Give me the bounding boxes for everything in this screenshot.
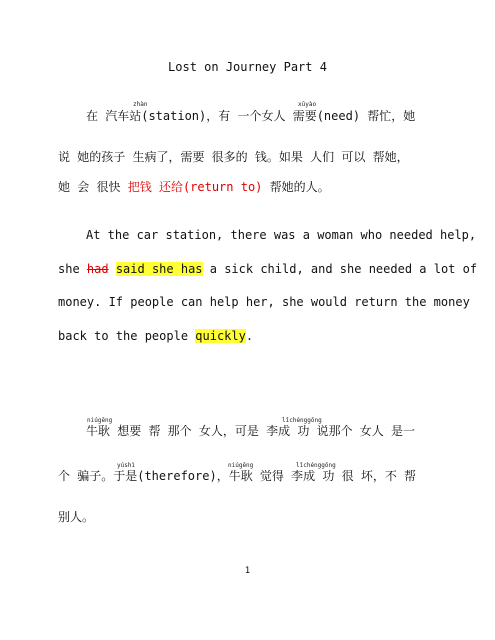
struck-word: had — [86, 262, 109, 276]
pinyin-zhan: zhàn — [133, 101, 148, 108]
chinese-para1-line3-gap — [152, 180, 159, 194]
chinese-para1-line3-b: 帮她的人。 — [262, 180, 330, 194]
chinese-para1-line3-a: 她 会 很快 — [58, 180, 128, 194]
english-para-line3: money. If people can help her, she would return the money — [58, 295, 470, 309]
highlighted-phrase: said she has — [115, 262, 203, 276]
english-line2-gap — [109, 262, 116, 276]
english-para-line4 — [58, 329, 253, 343]
pinyin-yushi: yúshì — [117, 462, 136, 469]
chinese-para1-line1-b: 需要(need) 帮忙，她 — [292, 109, 416, 123]
document-title: Lost on Journey Part 4 — [168, 60, 327, 74]
pinyin-niugeng-1: niúgēng — [87, 417, 113, 424]
pinyin-lichenggong-2: lǐchénggōng — [296, 462, 336, 469]
pinyin-niugeng-2: niúgēng — [228, 462, 254, 469]
chinese-para3-line3: 别人。 — [58, 510, 95, 524]
english-line4-a: back to the people — [58, 329, 196, 343]
chinese-para1-line2: 说 她的孩子 生病了，需要 很多的 钱。如果 人们 可以 帮她， — [58, 150, 409, 164]
red-text-bagian: 把钱 — [127, 180, 152, 194]
pinyin-lichenggong-1: lǐchénggōng — [282, 417, 322, 424]
pinyin-xuyao: xūyào — [298, 101, 317, 108]
chinese-para1-line1-a: 在 汽车站(station)，有 一个女人 — [86, 109, 293, 123]
red-text-return-to: 还给(return to) — [158, 180, 263, 194]
english-para-line1: At the car station, there was a woman who needed help, — [86, 228, 477, 242]
english-line2-a: she — [58, 262, 87, 276]
chinese-para1-line1 — [86, 109, 415, 123]
page-number: 1 — [244, 566, 251, 576]
chinese-para3-line2: 个 骗子。于是(therefore)，牛耿 觉得 李成 功 很 坏，不 帮 — [58, 469, 417, 483]
chinese-para3-line1: 牛耿 想要 帮 那个 女人，可是 李成 功 说那个 女人 是一 — [86, 424, 416, 438]
english-para-line2 — [58, 262, 477, 276]
highlighted-word-quickly: quickly — [195, 329, 246, 343]
english-line4-b: . — [245, 329, 254, 343]
english-line2-b: a sick child, and she needed a lot of — [202, 262, 478, 276]
chinese-para1-line3 — [58, 180, 330, 194]
